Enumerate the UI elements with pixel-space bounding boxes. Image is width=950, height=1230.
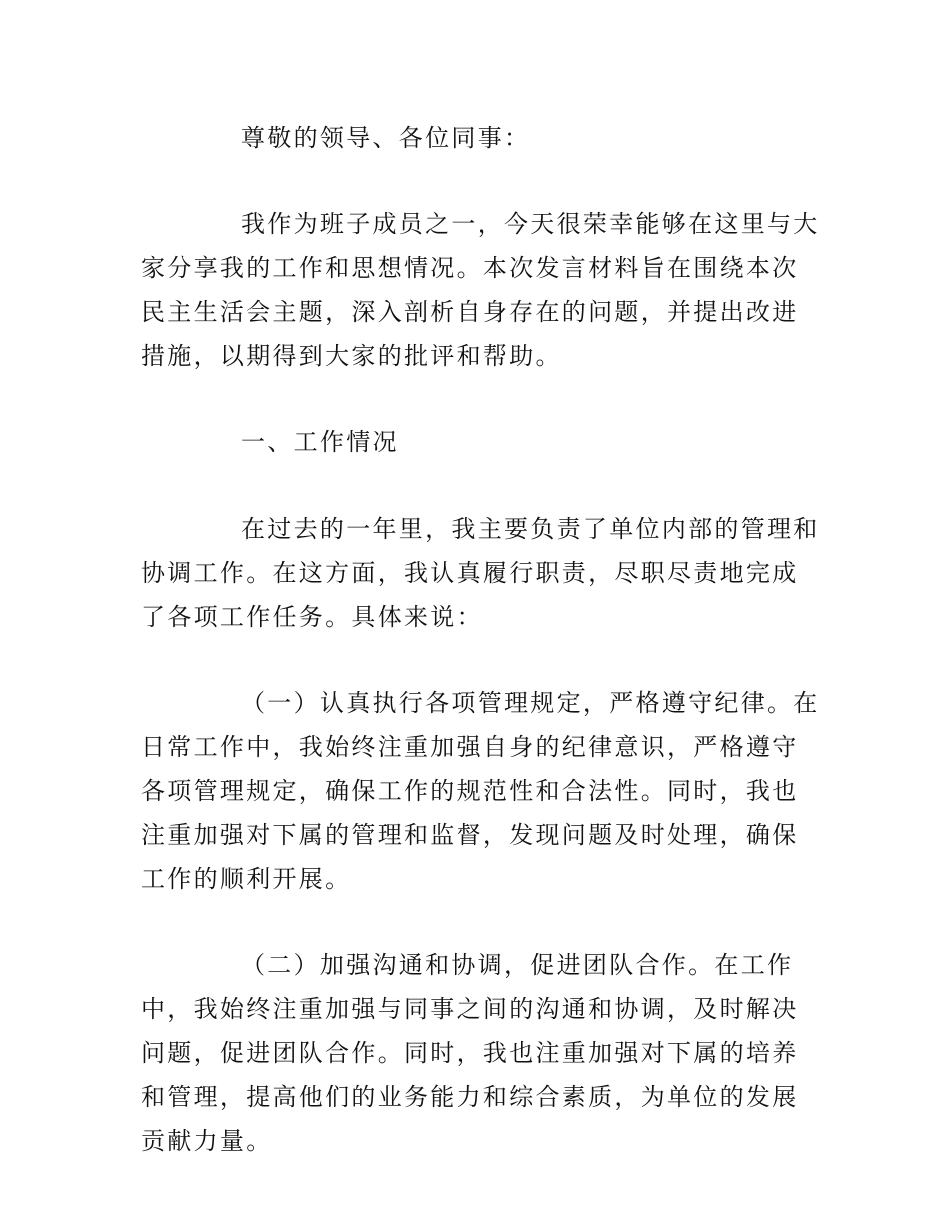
salutation: 尊敬的领导、各位同事： (241, 124, 531, 152)
paragraph-work-overview: 在过去的一年里，我主要负责了单位内部的管理和协调工作。在这方面，我认真履行职责，尽职尽责地完成了各项工作任务。具体来说： (141, 515, 820, 631)
paragraph-item-1: （一）认真执行各项管理规定，严格遵守纪律。在日常工作中，我始终注重加强自身的纪律意识，严格遵守各项管理规定，确保工作的规范性和合法性。同时，我也注重加强对下属的管理和监督，发现问题及时处理，确保工作的顺利开展。 (141, 689, 820, 893)
paragraph-intro: 我作为班子成员之一，今天很荣幸能够在这里与大家分享我的工作和思想情况。本次发言材料旨在围绕本次民主生活会主题，深入剖析自身存在的问题，并提出改进措施，以期得到大家的批评和帮助。 (141, 210, 820, 370)
section-heading-work-status: 一、工作情况 (241, 428, 399, 456)
paragraph-item-2: （二）加强沟通和协调，促进团队合作。在工作中，我始终注重加强与同事之间的沟通和协调，及时解决问题，促进团队合作。同时，我也注重加强对下属的培养和管理，提高他们的业务能力和综合素质，为单位的发展贡献力量。 (141, 951, 799, 1155)
